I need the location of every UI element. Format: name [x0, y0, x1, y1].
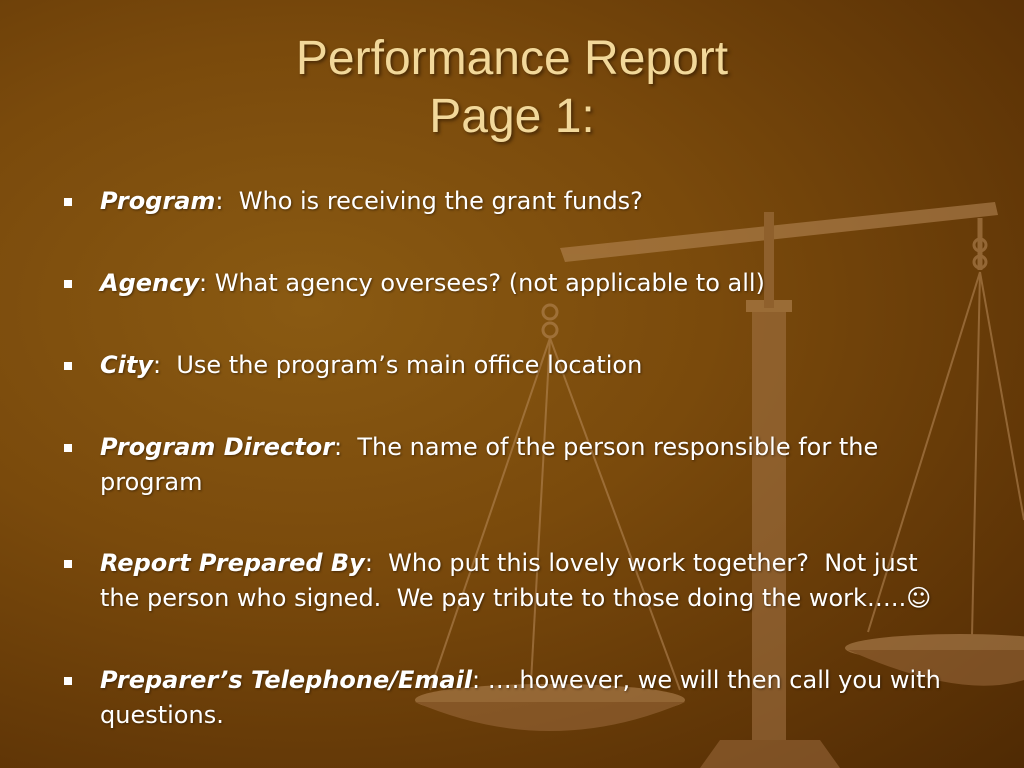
bullet-text: Who is receiving the grant funds? — [223, 187, 643, 215]
bullet-text: What agency oversees? (not applicable to all) — [207, 269, 765, 297]
bullet-program-director — [62, 430, 942, 500]
bullet-text: Who put this lovely work together? Not just the person who signed. We pay tribute to those doing the work…..☺ — [100, 549, 932, 612]
square-bullet-icon — [64, 280, 72, 288]
bullet-term: Program Director — [100, 433, 335, 461]
square-bullet-icon — [64, 560, 72, 568]
bullet-agency — [62, 266, 942, 301]
bullet-text: ….however, we will then call you with questions. — [100, 666, 949, 729]
bullet-separator: : — [215, 187, 224, 215]
bullet-text: The name of the person responsible for the program — [100, 433, 886, 496]
bullet-term: Report Prepared By — [100, 549, 365, 577]
bullet-term: Preparer’s Telephone/Email — [100, 666, 473, 694]
bullet-separator: : — [334, 433, 343, 461]
bullet-program — [62, 184, 942, 219]
square-bullet-icon — [64, 198, 72, 206]
bullet-term: City — [100, 351, 153, 379]
square-bullet-icon — [64, 362, 72, 370]
title-line-1: Performance Report — [295, 32, 729, 85]
slide-title — [0, 30, 1024, 146]
square-bullet-icon — [64, 444, 72, 452]
square-bullet-icon — [64, 677, 72, 685]
bullet-term: Program — [100, 187, 216, 215]
bullet-separator: : — [152, 351, 162, 379]
title-line-2: Page 1: — [429, 90, 595, 143]
bullet-text: Use the program’s main office location — [161, 351, 643, 379]
bullet-city — [62, 348, 942, 383]
bullet-separator: : — [199, 269, 208, 297]
bullet-list — [62, 184, 949, 733]
bullet-term: Agency — [100, 269, 199, 297]
bullet-separator: : — [364, 549, 373, 577]
bullet-report-prepared-by — [62, 546, 942, 616]
bullet-separator: : — [472, 666, 481, 694]
bullet-preparer-contact — [62, 663, 949, 733]
